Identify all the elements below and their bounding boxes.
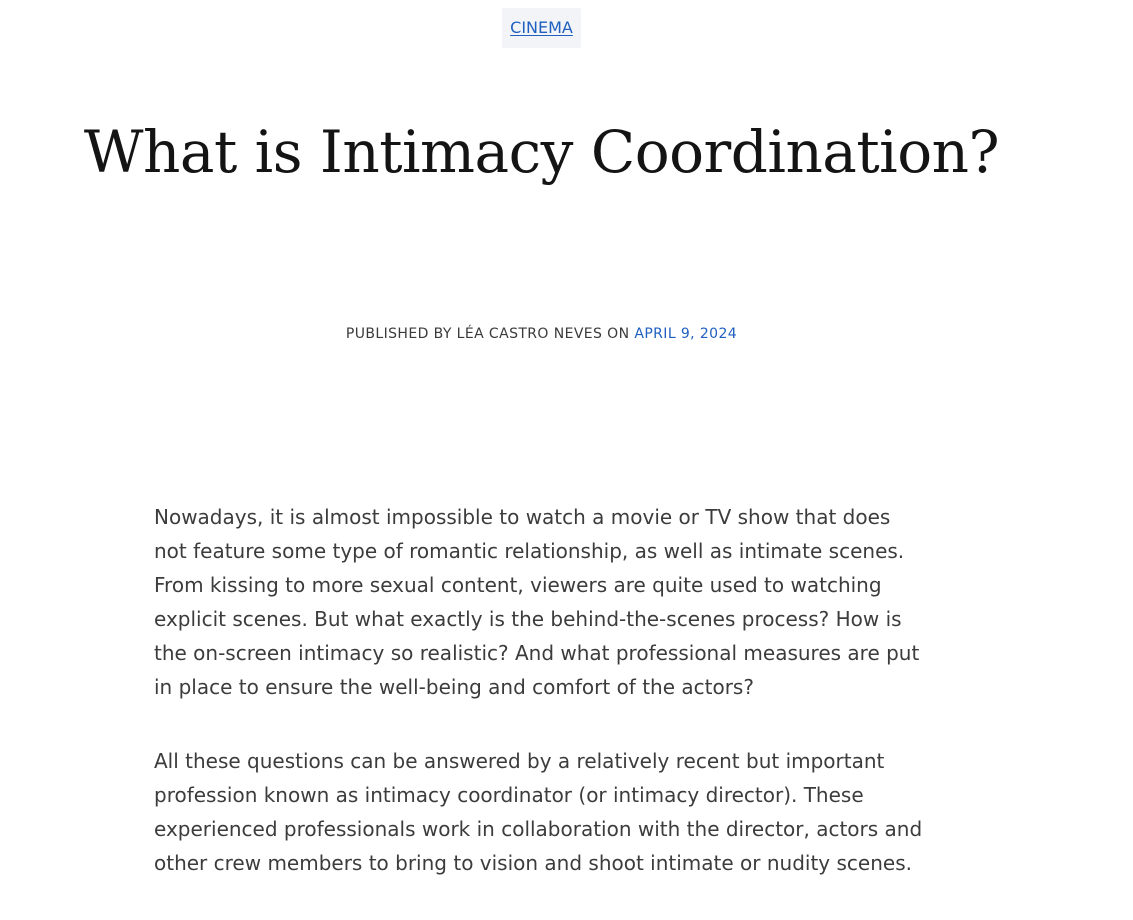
content-paragraph: All these questions can be answered by a relatively recent but important profession known as intimacy coordinator (or intimacy director). These experienced professionals work in collaboration with the director, actors and other crew members to bring to vision and shoot intimate or nudity scenes.	[154, 749, 923, 875]
post-content	[154, 500, 929, 920]
post-date-link[interactable]: APRIL 9, 2024	[634, 326, 738, 342]
content-paragraph: Nowadays, it is almost impossible to watch a movie or TV show that does not feature some type of romantic relationship, as well as intimate scenes. From kissing to more sexual content, viewers are quite used to watching explicit scenes. But what exactly is the behind-the-scenes process? How is the on-screen intimacy so realistic? And what professional measures are put in place to ensure the well-being and comfort of the actors?	[154, 505, 920, 699]
post-byline	[0, 325, 1083, 343]
category-container	[0, 8, 1083, 48]
byline-author-text: PUBLISHED BY LÉA CASTRO NEVES ON	[345, 326, 630, 342]
category-link[interactable]: CINEMA	[502, 8, 581, 48]
post-title: What is Intimacy Coordination?	[83, 118, 1000, 186]
